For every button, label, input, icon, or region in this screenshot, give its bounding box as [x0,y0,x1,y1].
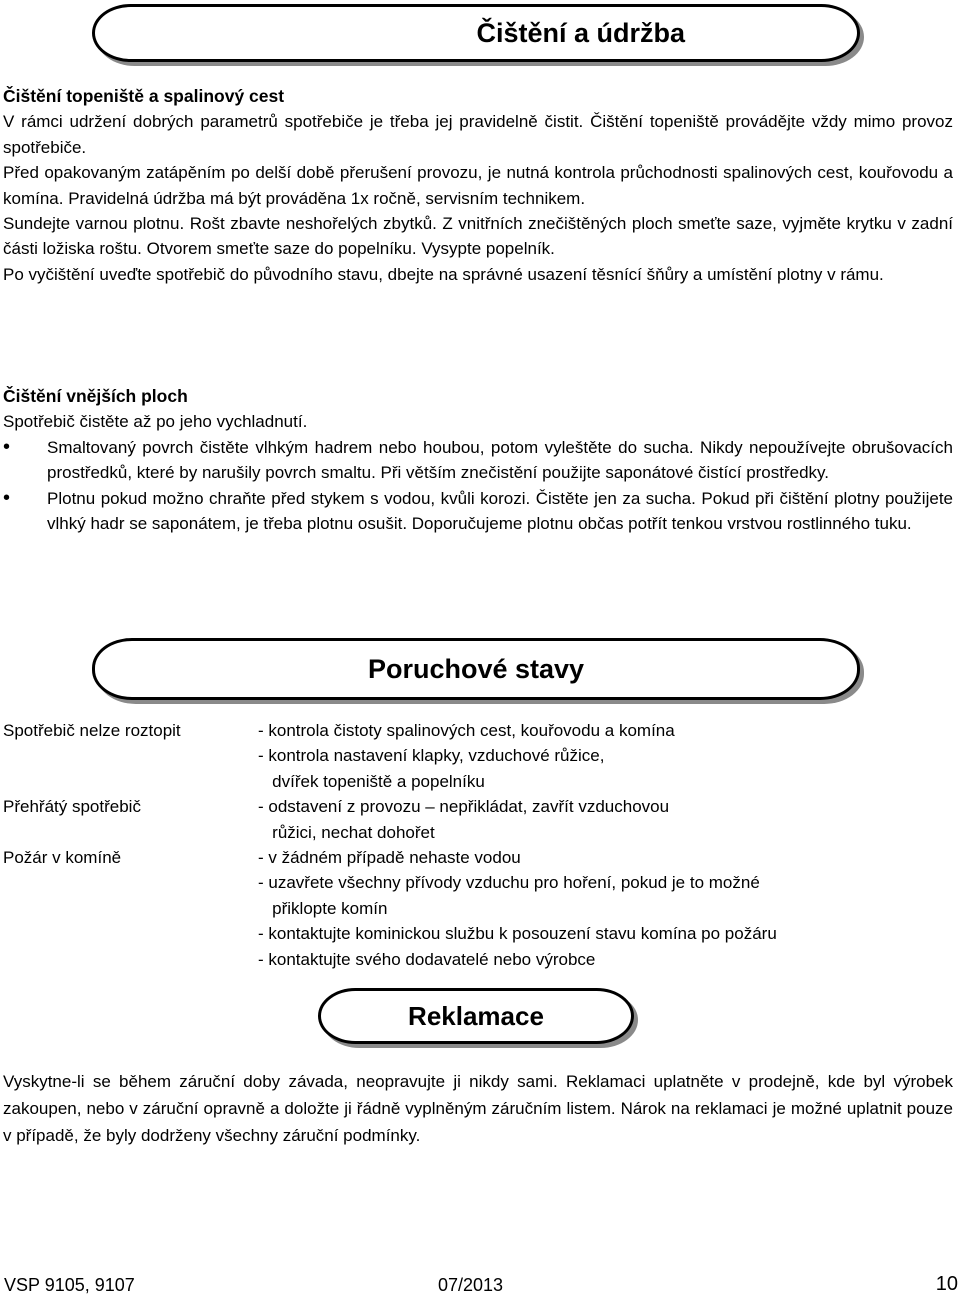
fault-action: dvířek topeniště a popelníku [258,771,485,791]
section-banner-claims [318,988,634,1044]
banner-title: Čištění a údržba [476,17,685,48]
fault-action: - v žádném případě nehaste vodou [258,848,521,867]
claims-section [3,1068,953,1149]
fault-description: Požár v komíně [3,848,122,867]
fault-action: přiklopte komín [258,898,388,918]
fault-description: Přehřátý spotřebič [3,797,141,817]
banner-title: Poruchové stavy [367,653,585,684]
footer-model: VSP 9105, 9107 [4,1275,135,1295]
list-item: • Plotnu pokud možno chraňte před stykem s vodou, kvůli korozi. Čistěte jen za sucha. Pokud při čištění plotny použijete vlhký hadr se saponátem, je třeba plotnu osušit. Doporučujeme plotnu občas potřít tenkou vrstvou rostlinného tuku. [3,486,953,537]
section-banner-faults [92,638,860,700]
fault-action: růžici, nechat dohořet [258,822,435,842]
fault-action: - odstavení z provozu – nepřikládat, zavřít vzduchovou [258,797,670,817]
exterior-cleaning-section [3,384,953,536]
section-banner-cleaning [92,4,860,62]
fault-action: - kontaktujte kominickou službu k posouzení stavu komína po požáru [258,924,777,944]
exterior-heading: Čištění vnějších ploch [3,386,188,406]
list-item: • Smaltovaný povrch čistěte vlhkým hadrem nebo houbou, potom vyleštěte do sucha. Nikdy nepoužívejte obrušovacích prostředků, které by narušily povrch smaltu. Při větším znečistění použijte saponátové čistící prostředky. [3,435,953,486]
exterior-bullet-list [3,435,953,537]
claims-paragraph: Vyskytne-li se během záruční doby závada, neopravujte ji nikdy sami. Reklamaci uplatněte v prodejně, kde byl výrobek zakoupen, nebo v záruční opravně a doložte ji řádně vyplněným záručním listem. Nárok na reklamaci je možné uplatnit pouze v případě, že byly dodrženy všechny záruční podmínky. [3,1072,953,1145]
cleaning-section [3,84,953,287]
banner-title: Reklamace [408,1000,544,1031]
footer-date: 07/2013 [438,1275,504,1295]
cleaning-paragraph-1: V rámci udržení dobrých parametrů spotřebiče je třeba jej pravidelně čistit. Čištění topeniště provádějte vždy mimo provoz spotřebiče. [3,112,953,157]
fault-description: Spotřebič nelze roztopit [3,721,181,740]
cleaning-paragraph-2: Před opakovaným zatápěním po delší době přerušení provozu, je nutná kontrola průchodnosti spalinových cest, kouřovodu a komína. Pravidelná údržba má být prováděna 1x ročně, servisním technikem. [3,163,953,208]
fault-action: - kontrola čistoty spalinových cest, kouřovodu a komína [258,721,675,740]
page-number: 10 [935,1273,958,1295]
cleaning-heading: Čištění topeniště a spalinový cest [3,86,285,106]
exterior-intro: Spotřebič čistěte až po jeho vychladnutí. [3,412,308,432]
cleaning-paragraph-3: Sundejte varnou plotnu. Rošt zbavte neshořelých zbytků. Z vnitřních znečištěných ploch smeťte saze, vyjměte krytku v zadní části ložiska roštu. Otvorem smeťte saze do popelníku. Vysypte popelník. [3,214,953,259]
fault-action: - uzavřete všechny přívody vzduchu pro hoření, pokud je to možné [258,873,760,893]
page-footer [0,1270,960,1300]
fault-action: - kontaktujte svého dodavatelé nebo výrobce [258,949,596,969]
cleaning-paragraph-4: Po vyčištění uveďte spotřebič do původního stavu, dbejte na správné usazení těsnící šňůry a umístění plotny v rámu. [3,264,884,284]
fault-action: - kontrola nastavení klapky, vzduchové růžice, [258,746,605,766]
